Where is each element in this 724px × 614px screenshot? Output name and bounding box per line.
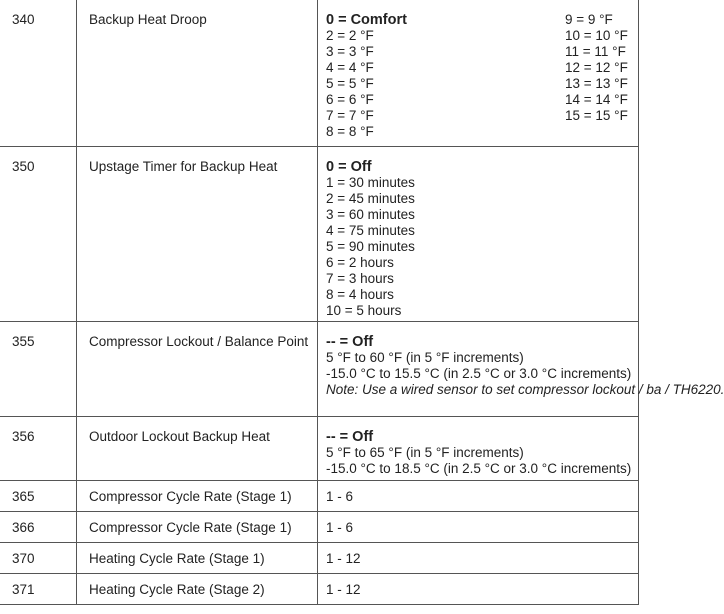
- option-line: 6 = 2 hours: [326, 255, 394, 270]
- table-row: [0, 543, 639, 574]
- setting-function: Upstage Timer for Backup Heat: [77, 147, 318, 322]
- setting-function: Compressor Lockout / Balance Point: [77, 322, 318, 417]
- option-line: 15 = 15 °F: [565, 108, 628, 123]
- option-line: 5 °F to 65 °F (in 5 °F increments): [326, 445, 524, 460]
- setting-number: 355: [0, 322, 77, 417]
- setting-function: Compressor Cycle Rate (Stage 1): [77, 512, 318, 543]
- setting-function: Backup Heat Droop: [77, 0, 318, 147]
- setting-number: 370: [0, 543, 77, 574]
- setting-value: 1 - 6: [318, 481, 639, 512]
- option-line: 5 = 5 °F: [326, 76, 374, 91]
- option-line: 5 °F to 60 °F (in 5 °F increments): [326, 350, 524, 365]
- option-line: 4 = 4 °F: [326, 60, 374, 75]
- setting-value: 1 - 6: [318, 512, 639, 543]
- table-row: [0, 417, 639, 481]
- default-option: 0 = Off: [326, 159, 372, 175]
- option-line: 5 = 90 minutes: [326, 239, 415, 254]
- option-line: 10 = 10 °F: [565, 28, 628, 43]
- default-option: 0 = Comfort: [326, 12, 407, 28]
- option-line: 4 = 75 minutes: [326, 223, 415, 238]
- setting-function: Compressor Cycle Rate (Stage 1): [77, 481, 318, 512]
- option-line: 11 = 11 °F: [565, 44, 626, 59]
- table-row: [0, 574, 639, 605]
- table-row: [0, 0, 639, 147]
- option-line: 8 = 8 °F: [326, 124, 374, 139]
- option-line: 7 = 7 °F: [326, 108, 374, 123]
- option-line: 9 = 9 °F: [565, 12, 613, 27]
- option-line: 13 = 13 °F: [565, 76, 628, 91]
- setting-number: 356: [0, 417, 77, 481]
- setting-function: Heating Cycle Rate (Stage 2): [77, 574, 318, 605]
- setting-function: Heating Cycle Rate (Stage 1): [77, 543, 318, 574]
- option-line: 10 = 5 hours: [326, 303, 402, 318]
- option-line: -15.0 °C to 15.5 °C (in 2.5 °C or 3.0 °C increments): [326, 366, 632, 381]
- option-line: 1 = 30 minutes: [326, 175, 415, 190]
- option-line: 3 = 60 minutes: [326, 207, 415, 222]
- options-columns: [326, 12, 638, 140]
- setting-options: [318, 0, 639, 147]
- option-line: 3 = 3 °F: [326, 44, 374, 59]
- setting-options: [318, 147, 639, 322]
- setting-options: [318, 322, 724, 417]
- table-row: [0, 512, 639, 543]
- option-line: 2 = 45 minutes: [326, 191, 415, 206]
- setting-number: 371: [0, 574, 77, 605]
- default-option: -- = Off: [326, 334, 374, 350]
- setting-value: 1 - 12: [318, 543, 639, 574]
- default-option: -- = Off: [326, 429, 374, 445]
- setting-function: Outdoor Lockout Backup Heat: [77, 417, 318, 481]
- setting-value: 1 - 12: [318, 574, 639, 605]
- option-line: 8 = 4 hours: [326, 287, 394, 302]
- setting-number: 340: [0, 0, 77, 147]
- options-column-2: [565, 12, 628, 124]
- setting-number: 366: [0, 512, 77, 543]
- setting-options: [318, 417, 639, 481]
- option-line: 12 = 12 °F: [565, 60, 628, 75]
- setting-number: 365: [0, 481, 77, 512]
- option-line: 7 = 3 hours: [326, 271, 394, 286]
- table-row: [0, 481, 639, 512]
- option-line: 2 = 2 °F: [326, 28, 374, 43]
- table-row: [0, 322, 639, 417]
- option-note: Note: Use a wired sensor to set compressor lockout / ba / TH6220.: [326, 382, 724, 397]
- option-line: -15.0 °C to 18.5 °C (in 2.5 °C or 3.0 °C increments): [326, 461, 632, 476]
- option-line: 14 = 14 °F: [565, 92, 628, 107]
- option-line: 6 = 6 °F: [326, 92, 374, 107]
- table-row: [0, 147, 639, 322]
- setting-number: 350: [0, 147, 77, 322]
